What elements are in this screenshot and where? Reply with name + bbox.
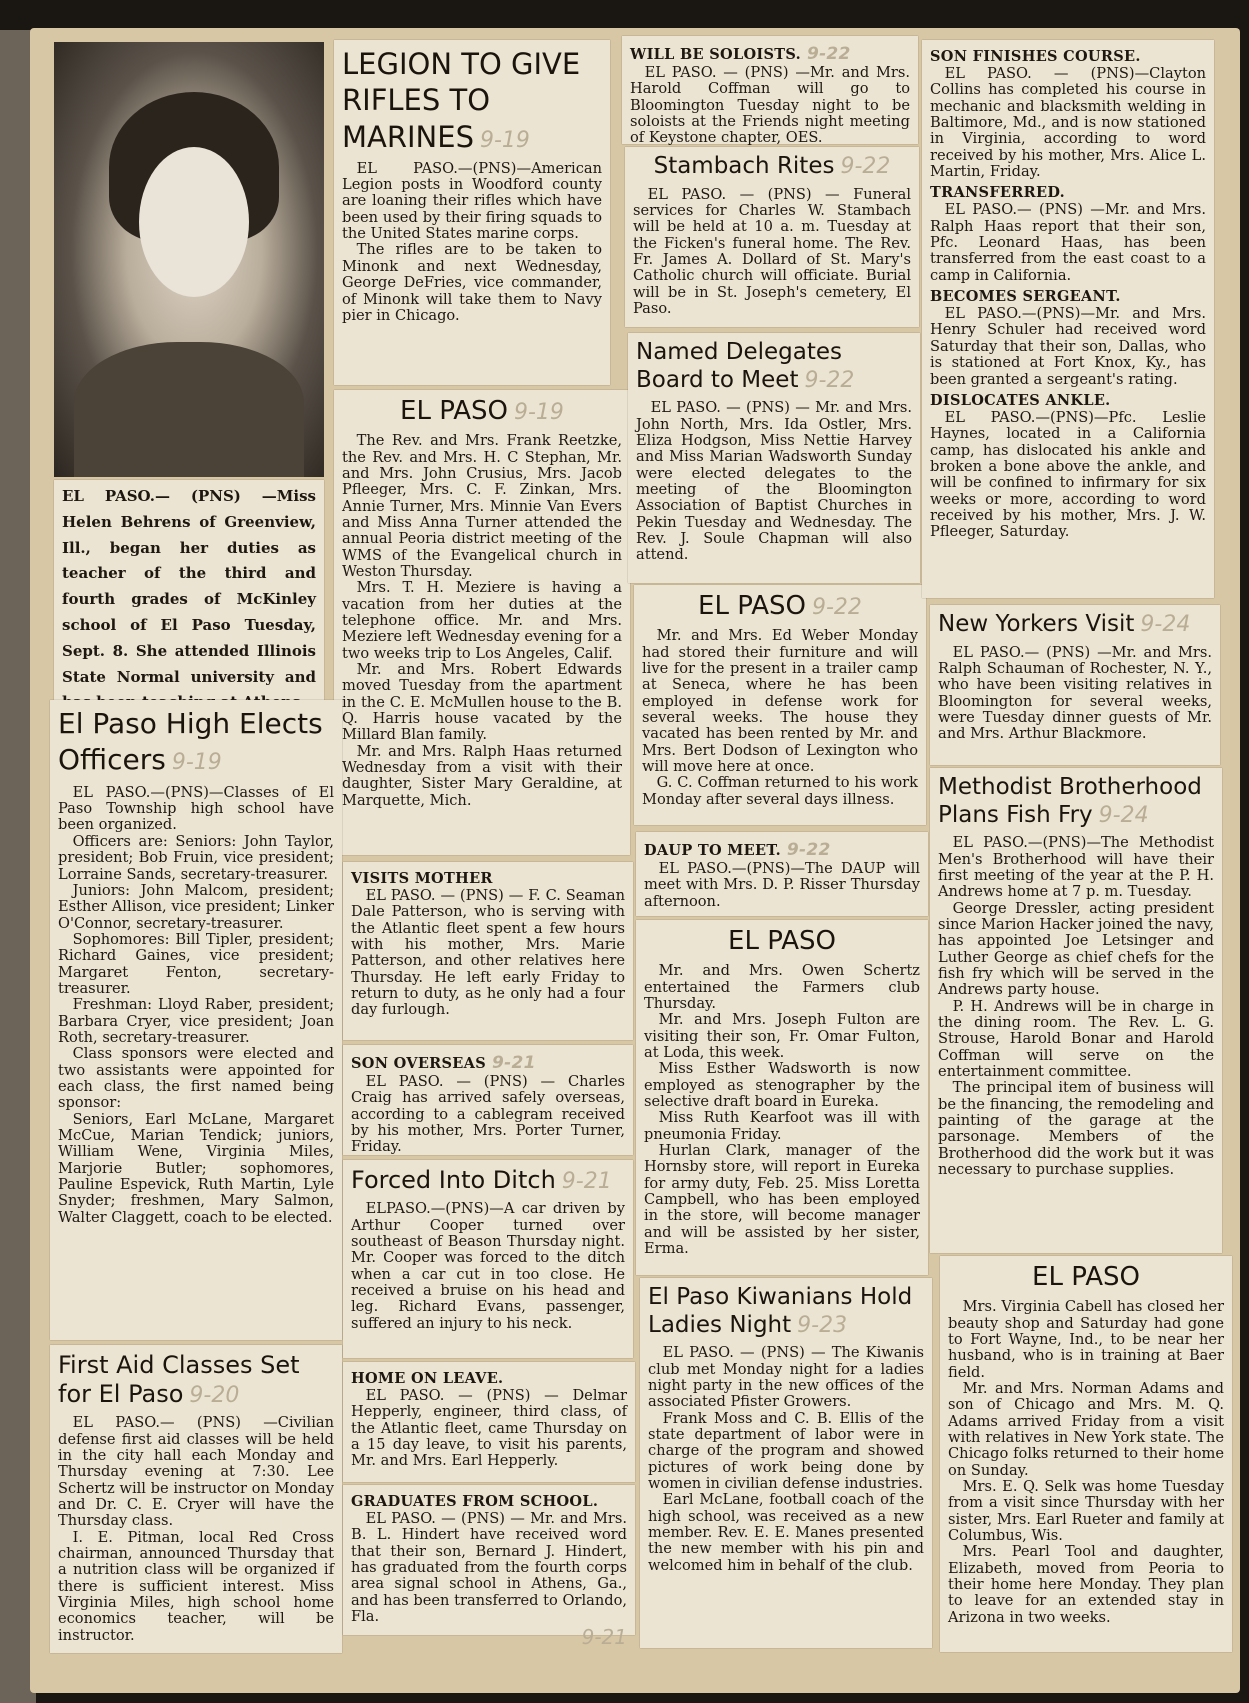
daup-text: EL PASO.—(PNS)—The DAUP will meet with Mrs. D. P. Risser Thursday afternoon. <box>644 860 920 910</box>
home-leave-subhead: HOME ON LEAVE. <box>351 1370 504 1387</box>
first-aid-date: 9-20 <box>189 1382 240 1408</box>
methodist-clipping <box>930 768 1222 1253</box>
elpaso-cabell-paragraph: Mrs. E. Q. Selk was home Tuesday from a visit since Thursday with her sister, Mrs. Earl Rueter and family at Columbus, Wis. <box>948 1477 1224 1544</box>
elpaso-schertz-paragraph: Mr. and Mrs. Joseph Fulton are visiting their son, Fr. Omar Fulton, at Loda, this week. <box>644 1011 920 1061</box>
delegates-date: 9-22 <box>804 367 855 393</box>
elpaso-cabell-paragraph: Mr. and Mrs. Norman Adams and son of Chicago and Mrs. M. Q. Adams arrived Friday from a visit with relatives in New York state. The Chicago folks returned to their home on Sunday. <box>948 1379 1224 1479</box>
kiwanis-date: 9-23 <box>797 1312 848 1338</box>
son-overseas-text: EL PASO. — (PNS) — Charles Craig has arrived safely overseas, according to a cablegram received by his mother, Mrs. Porter Turner, Friday. <box>351 1073 625 1156</box>
legion-date: 9-19 <box>480 127 530 153</box>
elpaso-paragraph: Mr. and Mrs. Ralph Haas returned Wednesday from a visit with their daughter, Sister Mary Geraldine, at Marquette, Mich. <box>342 742 622 809</box>
brief-item <box>930 288 1206 388</box>
kiwanis-headline: El Paso Kiwanians Hold Ladies Night <box>648 1284 913 1338</box>
new-yorkers-headline: New Yorkers Visit <box>938 611 1135 637</box>
elpaso-social-clipping <box>334 390 630 855</box>
visits-mother-text: EL PASO. — (PNS) — F. C. Seaman Dale Patterson, who is serving with the Atlantic fleet spent a few hours with his mother, Mrs. Marie Patterson, and other relatives here Thursday. He left early Friday to return to duty, as he only had a four day furlough. <box>351 887 625 1019</box>
kiwanis-paragraph: Earl McLane, football coach of the high school, was received as a new member. Rev. E. E. Manes presented the new member with his pin and welcomed him in behalf of the club. <box>648 1491 924 1574</box>
delegates-headline: Named Delegates Board to Meet <box>636 339 843 393</box>
legion-headline: LEGION TO GIVE RIFLES TO MARINES <box>342 47 581 154</box>
high-school-headline: El Paso High Elects Officers <box>58 707 323 777</box>
elpaso-weber-paragraph: G. C. Coffman returned to his work Monday after several days illness. <box>642 774 918 808</box>
legion-paragraph: EL PASO.—(PNS)—American Legion posts in Woodford county are loaning their rifles which have been used by their firing squads to the United States marine corps. <box>342 159 602 243</box>
ditch-text: ELPASO.—(PNS)—A car driven by Arthur Cooper turned over southeast of Beason Thursday night. Mr. Cooper was forced to the ditch when a car cut in too close. He received a bruise on his head and leg. Richard Evans, passenger, suffered an injury to his neck. <box>351 1200 625 1332</box>
visits-mother-clipping <box>343 862 633 1040</box>
brief-item <box>930 392 1206 541</box>
elpaso-weber-date: 9-22 <box>812 595 862 620</box>
elpaso-paragraph: The Rev. and Mrs. Frank Reetzke, the Rev. and Mrs. H. C Stephan, Mr. and Mrs. John Crusius, Mrs. Jacob Pfleeger, Mrs. C. F. Zinkan, Mrs. Annie Turner, Mrs. Minnie Van Evers and Miss Anna Turner attended the annual Peoria district meeting of the WMS of the Evangelical church in Weston Thursday. <box>342 432 622 580</box>
stambach-headline: Stambach Rites <box>653 153 835 179</box>
elpaso-schertz-paragraph: Hurlan Clark, manager of the Hornsby store, will report in Eureka for army duty, Feb. 25. Miss Loretta Campbell, who has been employed in the store, will become manager and will be assisted by her sister, Erma. <box>644 1141 920 1258</box>
soloists-date: 9-22 <box>806 44 851 64</box>
methodist-date: 9-24 <box>1098 802 1149 828</box>
high-school-paragraph: Officers are: Seniors: John Taylor, president; Bob Fruin, vice president; Lorraine Sands, secretary-treasurer. <box>58 832 334 883</box>
new-yorkers-clipping <box>930 605 1220 765</box>
methodist-headline: Methodist Brotherhood Plans Fish Fry <box>938 774 1202 828</box>
elpaso-cabell-headline: EL PASO <box>1032 1262 1140 1292</box>
high-school-paragraph: Seniors, Earl McLane, Margaret McCue, Marian Tendick; juniors, William Wene, Virginia Miles, Marjorie Butler; sophomores, Pauline Espevick, Ruth Martin, Lyle Snyder; freshmen, Mary Salmon, Walter Claggett, coach to be elected. <box>58 1110 334 1226</box>
high-school-paragraph: Class sponsors were elected and two assistants were appointed for each class, the first named being sponsor: <box>58 1045 334 1112</box>
elpaso-cabell-clipping <box>940 1256 1232 1652</box>
high-school-paragraph: Juniors: John Malcom, president; Esther Allison, vice president; Linker O'Connor, secretary-treasurer. <box>58 881 334 932</box>
new-yorkers-date: 9-24 <box>1140 612 1191 637</box>
photo-caption-clipping <box>54 480 324 700</box>
brief-subhead: DISLOCATES ANKLE. <box>930 391 1111 409</box>
methodist-paragraph: P. H. Andrews will be in charge in the dining room. The Rev. L. G. Strouse, Harold Bonar and Harold Coffman will serve on the entertainment committee. <box>938 997 1214 1080</box>
elpaso-cabell-paragraph: Mrs. Virginia Cabell has closed her beauty shop and Saturday had gone to Fort Wayne, Ind., to be near her husband, who is in training at Baer field. <box>948 1298 1224 1381</box>
portrait-photo <box>54 42 324 477</box>
photo-caption: EL PASO.— (PNS) —Miss Helen Behrens of Greenview, Ill., began her duties as teacher of the third and fourth grades of McKinley school of El Paso Tuesday, Sept. 8. She attended Illinois State Normal university and <box>62 487 316 686</box>
elpaso-paragraph: Mrs. T. H. Meziere is having a vacation from her duties at the telephone office. Mr. and Mrs. Meziere left Wednesday evening for a two weeks trip to Los Angeles, Calif. <box>342 579 622 662</box>
methodist-paragraph: The principal item of business will be the financing, the remodeling and painting of the garage at the parsonage. Members of the Brotherhood did the work but it was necessary to purchase supplies. <box>938 1079 1214 1179</box>
delegates-text: EL PASO. — (PNS) — Mr. and Mrs. John North, Mrs. Ida Ostler, Mrs. Eliza Hodgson, Miss Nettie Harvey and Miss Marian Wadsworth Sunday were elected delegates to the meeting of the Bloomington Association of Baptist Churches in Pekin Tuesday and Wednesday. The Rev. J. Soule Chapman will also attend. <box>636 399 912 564</box>
brief-text: EL PASO.—(PNS)—Pfc. Leslie Haynes, located in a California camp, has dislocated his ankle and broken a bone above the ankle, and will be confined to infirmary for six weeks or more, according to word received by his mother, Mrs. J. W. Pfleeger, Saturday. <box>930 408 1206 541</box>
daup-subhead: DAUP TO MEET. <box>644 842 781 859</box>
new-yorkers-text: EL PASO.— (PNS) —Mr. and Mrs. Ralph Schauman of Rochester, N. Y., who have been visiting relatives in Bloomington for several weeks, were Tuesday dinner guests of Mr. and Mrs. Arthur Blackmore. <box>938 643 1212 743</box>
visits-mother-subhead: VISITS MOTHER <box>351 870 493 887</box>
brief-text: EL PASO.—(PNS)—Mr. and Mrs. Henry Schuler had received word Saturday that their son, Dallas, who is stationed at Fort Knox, Ky., has been granted a sergeant's rating. <box>930 305 1206 388</box>
high-school-paragraph: EL PASO.—(PNS)—Classes of El Paso Township high school have been organized. <box>58 783 334 834</box>
stambach-date: 9-22 <box>840 154 891 179</box>
home-leave-clipping <box>343 1362 635 1482</box>
kiwanis-paragraph: Frank Moss and C. B. Ellis of the state department of labor were in charge of the program and showed pictures of work being done by women in civilian defense industries. <box>648 1409 924 1492</box>
soloists-text: EL PASO. — (PNS) —Mr. and Mrs. Harold Coffman will go to Bloomington Tuesday night to be soloists at the Friends night meeting of Keystone chapter, OES. <box>630 64 910 147</box>
elpaso-weber-headline: EL PASO <box>698 591 806 621</box>
delegates-clipping <box>628 333 920 583</box>
elpaso-schertz-paragraph: Miss Esther Wadsworth is now employed as stenographer by the selective draft board in Eureka. <box>644 1060 920 1110</box>
ditch-date: 9-21 <box>561 1169 612 1194</box>
brief-subhead: TRANSFERRED. <box>930 184 1066 202</box>
graduates-subhead: GRADUATES FROM SCHOOL. <box>351 1493 599 1510</box>
elpaso-schertz-clipping <box>636 920 928 1275</box>
elpaso-headline: EL PASO <box>400 396 508 426</box>
elpaso-paragraph: Mr. and Mrs. Robert Edwards moved Tuesday from the apartment in the C. E. McMullen house to the B. Q. Harris house vacated by the Millard Blan family. <box>342 661 622 744</box>
graduates-date: 9-21 <box>581 1625 627 1650</box>
methodist-paragraph: George Dressler, acting president since Marion Hacker joined the navy, has appointed Joe Letsinger and Luther George as chief chefs for the fish fry which will be served in the Andrews party house. <box>938 899 1214 999</box>
brief-text: EL PASO. — (PNS)—Clayton Collins has completed his course in mechanic and blacksmith welding in Baltimore, Md., and is now stationed in Virginia, according to word received by his mother, Mrs. Alice L. Martin, Friday. <box>930 65 1206 181</box>
first-aid-paragraph: EL PASO.— (PNS) —Civilian defense first aid classes will be held in the city hall each Monday and Thursday evening at 7:30. Lee Schertz will be instructor on Monday and Dr. C. E. Cryer will have the Thursday class. <box>58 1414 334 1530</box>
elpaso-weber-paragraph: Mr. and Mrs. Ed Weber Monday had stored their furniture and will live for the present in a trailer camp at Seneca, where he has been employed in defense work for several weeks. The house they vacated has been rented by Mr. and Mrs. Bert Dodson of Lexington who will move here at once. <box>642 627 918 775</box>
stambach-clipping <box>625 147 919 327</box>
kiwanis-clipping <box>640 1278 932 1648</box>
elpaso-cabell-paragraph: Mrs. Pearl Tool and daughter, Elizabeth, moved from Peoria to their home here Monday. They plan to leave for an extended stay in Arizona in two weeks. <box>948 1543 1224 1626</box>
high-school-paragraph: Sophomores: Bill Tipler, president; Richard Gaines, vice president; Margaret Fenton, secretary-treasurer. <box>58 930 334 997</box>
graduates-text: EL PASO. — (PNS) — Mr. and Mrs. B. L. Hindert have received word that their son, Bernard J. Hindert, has graduated from the fourth corps area signal school in Athens, Ga., and has been transferred to Orlando, Fla. <box>351 1510 627 1626</box>
elpaso-schertz-headline: EL PASO <box>728 926 836 956</box>
soloists-subhead: WILL BE SOLOISTS. <box>630 46 801 63</box>
daup-clipping <box>636 832 928 916</box>
ditch-headline: Forced Into Ditch <box>351 1166 556 1194</box>
elpaso-schertz-paragraph: Mr. and Mrs. Owen Schertz entertained the Farmers club Thursday. <box>644 962 920 1012</box>
high-school-paragraph: Freshman: Lloyd Raber, president; Barbara Cryer, vice president; Joan Roth, secretary-treasurer. <box>58 996 334 1046</box>
high-school-date: 9-19 <box>171 750 222 776</box>
right-briefs-clipping <box>922 40 1214 598</box>
elpaso-weber-clipping <box>634 585 926 825</box>
stambach-text: EL PASO. — (PNS) — Funeral services for Charles W. Stambach will be held at 10 a. m. Tuesday at the Ficken's funeral home. The Rev. Fr. James A. Dollard of St. Mary's Catholic church will officiate. Burial will be in St. Joseph's cemetery, El Paso. <box>633 185 911 317</box>
brief-item <box>930 48 1206 180</box>
brief-subhead: SON FINISHES COURSE. <box>930 48 1141 65</box>
kiwanis-paragraph: EL PASO. — (PNS) — The Kiwanis club met Monday night for a ladies night party in the new offices of the associated Pfister Growers. <box>648 1344 924 1411</box>
brief-text: EL PASO.— (PNS) —Mr. and Mrs. Ralph Haas report that their son, Pfc. Leonard Haas, has been transferred from the east coast to a camp in California. <box>930 201 1206 284</box>
first-aid-paragraph: I. E. Pitman, local Red Cross chairman, announced Thursday that a nutrition class will be organized if there is sufficient interest. Miss Virginia Miles, high school home economics teacher, will be instructor. <box>58 1528 334 1644</box>
high-school-clipping <box>50 700 342 1340</box>
methodist-paragraph: EL PASO.—(PNS)—The Methodist Men's Brotherhood will have their first meeting of the year at the P. H. Andrews home at 7 p. m. Tuesday. <box>938 834 1214 901</box>
son-overseas-subhead: SON OVERSEAS <box>351 1055 486 1072</box>
legion-paragraph: The rifles are to be taken to Minonk and next Wednesday, George DeFries, vice commander, of Minonk will take them to Navy pier in Chicago. <box>342 241 602 324</box>
brief-item <box>930 184 1206 284</box>
son-overseas-clipping <box>343 1045 633 1155</box>
brief-subhead: BECOMES SERGEANT. <box>930 288 1121 306</box>
daup-date: 9-22 <box>786 840 831 860</box>
elpaso-date: 9-19 <box>514 400 564 425</box>
elpaso-schertz-paragraph: Miss Ruth Kearfoot was ill with pneumonia Friday. <box>644 1109 920 1143</box>
first-aid-headline: First Aid Classes Set for El Paso <box>58 1351 300 1408</box>
ditch-clipping <box>343 1160 633 1358</box>
son-overseas-date: 9-21 <box>491 1053 536 1073</box>
home-leave-text: EL PASO. — (PNS) — Delmar Hepperly, engineer, third class, of the Atlantic fleet, came Thursday on a 15 day leave, to visit his parents, Mr. and Mrs. Earl Hepperly. <box>351 1387 627 1470</box>
graduates-clipping <box>343 1485 635 1650</box>
soloists-clipping <box>622 36 918 147</box>
legion-clipping <box>334 40 610 385</box>
first-aid-clipping <box>50 1345 342 1653</box>
